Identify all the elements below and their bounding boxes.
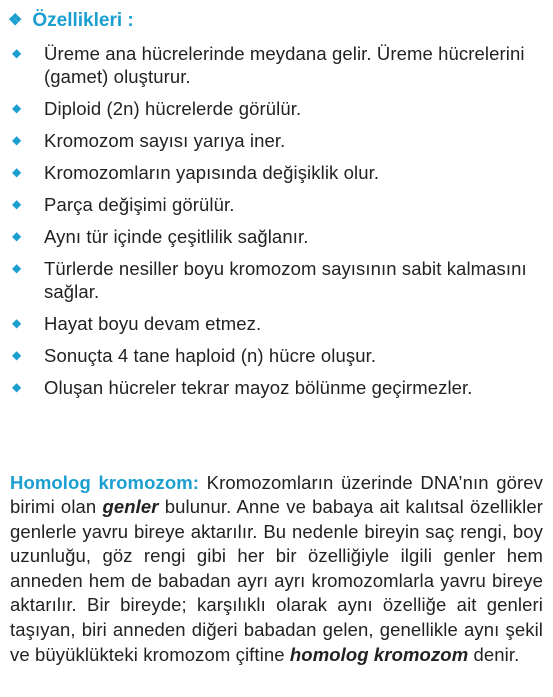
bullet-icon: ◆ xyxy=(12,229,22,243)
list-item: ◆ Kromozom sayısı yarıya iner. xyxy=(12,130,286,151)
list-item: ◆ Üreme ana hücrelerinde meydana gelir. Üreme hücrelerini (gamet) oluşturur. xyxy=(12,43,525,87)
section-heading xyxy=(8,10,134,32)
list-item: ◆ Türlerde nesiller boyu kromozom sayısının sabit kalmasını sağlar. xyxy=(12,258,527,302)
bullet-icon: ◆ xyxy=(12,133,22,147)
bullet-icon: ◆ xyxy=(12,101,22,115)
definition-term: Homolog kromozom: xyxy=(10,471,200,493)
list-item: ◆ Sonuçta 4 tane haploid (n) hücre oluşur. xyxy=(12,345,377,366)
definition-text: denir. xyxy=(468,643,520,665)
bullet-icon: ◆ xyxy=(12,165,22,179)
bullet-icon: ◆ xyxy=(12,316,22,330)
emphasis-genler: genler xyxy=(102,496,159,518)
list-item: ◆ Hayat boyu devam etmez. xyxy=(12,313,262,334)
list-item: ◆ Kromozomların yapısında değişiklik olur. xyxy=(12,162,380,183)
bullet-icon: ◆ xyxy=(12,348,22,362)
section-heading-text: Özellikleri : xyxy=(32,10,134,31)
diamond-bullet-icon: ❖ xyxy=(8,12,23,29)
definition-text: bulunur. Anne ve babaya ait kalıtsal özellikler genlerle yavru bireye aktarılır. Bu nedenle bireyin saç rengi, boy uzunluğu, göz rengi gibi her bir özelliğiyle ilgili genler hem anneden hem de babadan ayrı ayrı kromozomlarla yavru bireye aktarılır. Bir bireyde; karşılıklı olarak aynı özelliğe ait genleri taşıyan, biri anneden diğeri babadan gelen, genellikle aynı şekil ve büyüklükteki kromozom çiftine xyxy=(10,496,543,665)
bullet-icon: ◆ xyxy=(12,197,22,211)
definition-text: Kromozomların üzerinde DNA’nın görev birimi olan xyxy=(10,471,543,518)
bullet-icon: ◆ xyxy=(12,380,22,394)
properties-list xyxy=(0,42,545,408)
list-item: ◆ Parça değişimi görülür. xyxy=(12,194,235,215)
bullet-icon: ◆ xyxy=(12,46,22,60)
list-item: ◆ Oluşan hücreler tekrar mayoz bölünme geçirmezler. xyxy=(12,377,473,398)
list-item: ◆ Aynı tür içinde çeşitlilik sağlanır. xyxy=(12,226,309,247)
bullet-icon: ◆ xyxy=(12,261,22,275)
list-item: ◆ Diploid (2n) hücrelerde görülür. xyxy=(12,98,302,119)
homolog-definition-paragraph xyxy=(10,471,543,668)
emphasis-homolog-kromozom: homolog kromozom xyxy=(289,643,469,665)
